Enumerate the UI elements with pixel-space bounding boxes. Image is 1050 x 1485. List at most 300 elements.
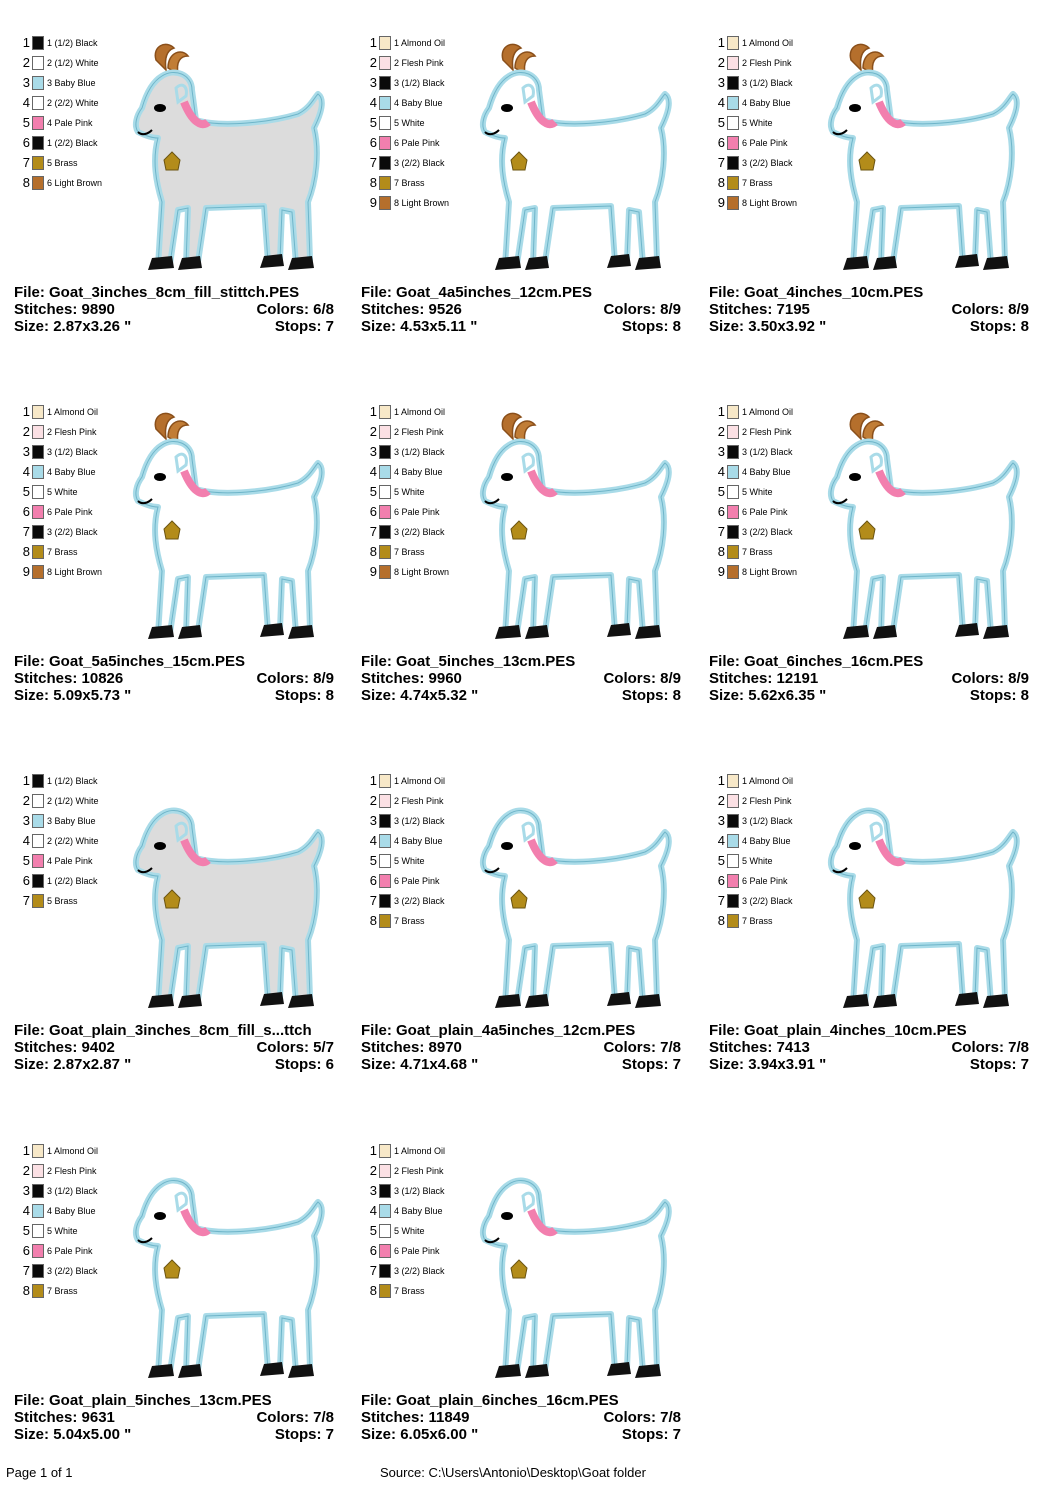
- legend-number: 3: [22, 813, 30, 828]
- legend-number: 9: [22, 564, 30, 579]
- legend-number: 8: [369, 913, 377, 928]
- size-row: [361, 1056, 681, 1073]
- thread-name: 2 Flesh Pink: [394, 58, 444, 68]
- thread-name: 7 Brass: [394, 916, 425, 926]
- legend-number: 8: [717, 175, 725, 190]
- thread-name: 7 Brass: [742, 547, 773, 557]
- thread-swatch: [32, 156, 44, 170]
- stitches-value: 9960: [428, 670, 462, 687]
- thread-swatch: [727, 96, 739, 110]
- thread-name: 6 Pale Pink: [394, 507, 440, 517]
- goat-design-preview: [817, 411, 1031, 645]
- thread-name: 3 (2/2) Black: [394, 158, 445, 168]
- stitches-row: [361, 301, 681, 318]
- file-name: Goat_plain_5inches_13cm.PES: [49, 1392, 272, 1409]
- file-label: File:: [709, 1022, 740, 1039]
- legend-number: 1: [369, 404, 377, 419]
- stops-value: 7: [1020, 1056, 1029, 1073]
- color-legend: [713, 34, 833, 214]
- legend-number: 6: [717, 873, 725, 888]
- file-name: Goat_5a5inches_15cm.PES: [49, 653, 245, 670]
- stitches-row: [709, 1039, 1029, 1056]
- thread-name: 3 (2/2) Black: [47, 527, 98, 537]
- legend-item: [18, 174, 138, 194]
- legend-item: [18, 1162, 138, 1182]
- size-value: 4.71x4.68 ": [400, 1056, 479, 1073]
- size-label: Size:: [14, 1426, 50, 1443]
- stitches-value: 9631: [81, 1409, 115, 1426]
- thread-swatch: [32, 565, 44, 579]
- eye-icon: [154, 842, 166, 850]
- legend-item: [365, 1142, 485, 1162]
- thread-swatch: [32, 1144, 44, 1158]
- stops-info: [970, 1056, 1029, 1073]
- legend-number: 5: [22, 484, 30, 499]
- thread-swatch: [379, 505, 391, 519]
- legend-number: 2: [717, 55, 725, 70]
- thread-swatch: [379, 36, 391, 50]
- legend-number: 1: [369, 1143, 377, 1158]
- thread-swatch: [379, 136, 391, 150]
- colors-label: Colors:: [603, 1409, 656, 1426]
- legend-number: 3: [22, 1183, 30, 1198]
- goat-body-icon: [136, 810, 322, 1004]
- thread-swatch: [379, 814, 391, 828]
- color-legend: [713, 772, 833, 932]
- size-row: [14, 318, 334, 335]
- thread-name: 6 Pale Pink: [742, 138, 788, 148]
- color-legend: [365, 403, 485, 583]
- stitches-value: 8970: [428, 1039, 462, 1056]
- legend-item: [365, 423, 485, 443]
- legend-item: [713, 543, 833, 563]
- stitches-row: [14, 670, 334, 687]
- legend-item: [713, 872, 833, 892]
- colors-value: 7/8: [660, 1039, 681, 1056]
- legend-number: 6: [717, 135, 725, 150]
- design-card: [361, 22, 691, 352]
- thread-swatch: [379, 445, 391, 459]
- goat-design-preview: [122, 1150, 336, 1384]
- thread-name: 4 Baby Blue: [742, 467, 791, 477]
- thread-swatch: [379, 1204, 391, 1218]
- legend-item: [365, 483, 485, 503]
- goat-design-preview: [122, 42, 336, 276]
- thread-swatch: [727, 465, 739, 479]
- legend-number: 6: [22, 873, 30, 888]
- legend-item: [18, 1262, 138, 1282]
- thread-name: 1 (1/2) Black: [47, 776, 98, 786]
- legend-number: 1: [369, 773, 377, 788]
- size-value: 5.04x5.00 ": [53, 1426, 132, 1443]
- stitches-value: 9890: [81, 301, 115, 318]
- legend-item: [713, 34, 833, 54]
- thread-name: 6 Pale Pink: [394, 138, 440, 148]
- legend-number: 6: [369, 873, 377, 888]
- file-row: [14, 1392, 334, 1409]
- thread-swatch: [32, 76, 44, 90]
- legend-number: 7: [22, 524, 30, 539]
- legend-item: [713, 94, 833, 114]
- design-info: [14, 1392, 334, 1443]
- goat-design-preview: [469, 780, 683, 1014]
- thread-name: 3 (2/2) Black: [742, 527, 793, 537]
- thread-swatch: [379, 116, 391, 130]
- design-info: [361, 653, 681, 704]
- stitches-label: Stitches:: [14, 1409, 78, 1426]
- thread-name: 1 Almond Oil: [742, 38, 794, 48]
- file-label: File:: [361, 284, 392, 301]
- legend-number: 3: [22, 75, 30, 90]
- thread-name: 2 (2/2) White: [47, 98, 99, 108]
- thread-swatch: [379, 834, 391, 848]
- stops-value: 6: [325, 1056, 334, 1073]
- file-name: Goat_5inches_13cm.PES: [396, 653, 576, 670]
- color-legend: [18, 1142, 138, 1302]
- stops-label: Stops:: [621, 1056, 669, 1073]
- legend-number: 9: [369, 195, 377, 210]
- size-label: Size:: [14, 687, 50, 704]
- thread-name: 5 White: [394, 856, 425, 866]
- thread-swatch: [727, 485, 739, 499]
- file-name: Goat_plain_3inches_8cm_fill_s...ttch: [49, 1022, 312, 1039]
- thread-swatch: [32, 485, 44, 499]
- legend-item: [713, 443, 833, 463]
- thread-swatch: [727, 794, 739, 808]
- legend-number: 7: [22, 893, 30, 908]
- color-legend: [18, 772, 138, 912]
- stitches-row: [14, 1409, 334, 1426]
- thread-swatch: [727, 854, 739, 868]
- thread-swatch: [32, 1184, 44, 1198]
- file-label: File:: [709, 653, 740, 670]
- legend-number: 5: [717, 115, 725, 130]
- thread-swatch: [379, 76, 391, 90]
- legend-item: [365, 1242, 485, 1262]
- size-label: Size:: [14, 318, 50, 335]
- colors-info: [603, 1039, 681, 1056]
- colors-info: [256, 301, 334, 318]
- legend-item: [713, 134, 833, 154]
- stitches-row: [361, 670, 681, 687]
- stops-label: Stops:: [969, 687, 1017, 704]
- size-label: Size:: [709, 687, 745, 704]
- legend-number: 7: [717, 155, 725, 170]
- stitches-label: Stitches:: [14, 1039, 78, 1056]
- legend-item: [365, 832, 485, 852]
- size-value: 2.87x3.26 ": [53, 318, 132, 335]
- colors-info: [256, 670, 334, 687]
- stitches-row: [14, 301, 334, 318]
- goat-body-icon: [136, 72, 322, 266]
- legend-item: [365, 194, 485, 214]
- legend-number: 1: [717, 35, 725, 50]
- thread-name: 6 Pale Pink: [742, 876, 788, 886]
- thread-name: 7 Brass: [742, 178, 773, 188]
- legend-item: [18, 1222, 138, 1242]
- eye-icon: [849, 104, 861, 112]
- thread-name: 1 (2/2) Black: [47, 876, 98, 886]
- thread-swatch: [727, 36, 739, 50]
- thread-swatch: [379, 1244, 391, 1258]
- thread-swatch: [379, 545, 391, 559]
- legend-number: 1: [22, 773, 30, 788]
- stitches-label: Stitches:: [361, 1039, 425, 1056]
- thread-name: 3 Baby Blue: [47, 816, 96, 826]
- design-card: [361, 1130, 691, 1460]
- stops-value: 7: [672, 1426, 681, 1443]
- stops-info: [275, 1056, 334, 1073]
- legend-item: [365, 443, 485, 463]
- goat-body-icon: [136, 1180, 322, 1374]
- eye-icon: [849, 842, 861, 850]
- thread-swatch: [32, 116, 44, 130]
- design-info: [361, 1392, 681, 1443]
- size-label: Size:: [361, 1426, 397, 1443]
- legend-number: 1: [22, 35, 30, 50]
- stitches-row: [709, 301, 1029, 318]
- thread-swatch: [32, 36, 44, 50]
- legend-item: [18, 74, 138, 94]
- thread-name: 3 (1/2) Black: [394, 816, 445, 826]
- legend-number: 5: [369, 115, 377, 130]
- legend-item: [365, 114, 485, 134]
- file-name: Goat_plain_4a5inches_12cm.PES: [396, 1022, 636, 1039]
- thread-name: 1 Almond Oil: [47, 1146, 99, 1156]
- colors-label: Colors:: [256, 301, 309, 318]
- thread-name: 1 Almond Oil: [394, 38, 446, 48]
- thread-name: 2 Flesh Pink: [47, 427, 97, 437]
- thread-swatch: [727, 136, 739, 150]
- size-row: [361, 318, 681, 335]
- thread-swatch: [379, 405, 391, 419]
- legend-number: 4: [22, 464, 30, 479]
- thread-swatch: [379, 485, 391, 499]
- legend-number: 3: [369, 75, 377, 90]
- design-card: [14, 760, 344, 1090]
- thread-swatch: [32, 1224, 44, 1238]
- thread-name: 2 Flesh Pink: [47, 1166, 97, 1176]
- goat-design-preview: [469, 42, 683, 276]
- legend-item: [18, 423, 138, 443]
- stops-info: [622, 1056, 681, 1073]
- thread-swatch: [379, 156, 391, 170]
- color-legend: [18, 403, 138, 583]
- file-row: [361, 1392, 681, 1409]
- size-row: [361, 687, 681, 704]
- colors-label: Colors:: [256, 1039, 309, 1056]
- thread-swatch: [32, 874, 44, 888]
- stitches-row: [14, 1039, 334, 1056]
- stops-value: 8: [1020, 318, 1029, 335]
- legend-item: [18, 892, 138, 912]
- eye-icon: [501, 842, 513, 850]
- legend-item: [365, 34, 485, 54]
- colors-value: 8/9: [1008, 670, 1029, 687]
- legend-number: 4: [717, 464, 725, 479]
- file-label: File:: [14, 653, 45, 670]
- thread-swatch: [379, 1164, 391, 1178]
- color-legend: [18, 34, 138, 194]
- legend-number: 1: [369, 35, 377, 50]
- eye-icon: [154, 104, 166, 112]
- legend-number: 7: [22, 155, 30, 170]
- file-name: Goat_plain_4inches_10cm.PES: [744, 1022, 967, 1039]
- goat-design-preview: [122, 411, 336, 645]
- file-name: Goat_4a5inches_12cm.PES: [396, 284, 592, 301]
- size-label: Size:: [361, 687, 397, 704]
- stops-value: 8: [672, 318, 681, 335]
- thread-swatch: [379, 565, 391, 579]
- legend-number: 4: [22, 833, 30, 848]
- thread-name: 5 White: [394, 1226, 425, 1236]
- goat-design-preview: [469, 411, 683, 645]
- size-label: Size:: [361, 1056, 397, 1073]
- page-indicator: Page 1 of 1: [6, 1465, 73, 1480]
- colors-info: [603, 301, 681, 318]
- thread-name: 2 Flesh Pink: [394, 796, 444, 806]
- colors-label: Colors:: [603, 670, 656, 687]
- size-label: Size:: [709, 1056, 745, 1073]
- stops-label: Stops:: [621, 318, 669, 335]
- thread-name: 1 Almond Oil: [47, 407, 99, 417]
- thread-name: 1 Almond Oil: [394, 407, 446, 417]
- legend-number: 3: [369, 1183, 377, 1198]
- thread-name: 2 Flesh Pink: [742, 796, 792, 806]
- legend-item: [713, 154, 833, 174]
- legend-number: 5: [717, 484, 725, 499]
- legend-number: 8: [22, 544, 30, 559]
- thread-swatch: [727, 116, 739, 130]
- thread-swatch: [379, 176, 391, 190]
- legend-number: 5: [369, 853, 377, 868]
- thread-name: 2 Flesh Pink: [394, 427, 444, 437]
- legend-item: [18, 1182, 138, 1202]
- size-value: 5.62x6.35 ": [748, 687, 827, 704]
- stitches-label: Stitches:: [709, 301, 773, 318]
- thread-name: 5 Brass: [47, 158, 78, 168]
- legend-item: [713, 832, 833, 852]
- size-row: [14, 687, 334, 704]
- legend-item: [365, 134, 485, 154]
- eye-icon: [849, 473, 861, 481]
- legend-item: [18, 483, 138, 503]
- thread-name: 2 Flesh Pink: [394, 1166, 444, 1176]
- legend-number: 3: [369, 444, 377, 459]
- legend-number: 7: [22, 1263, 30, 1278]
- stops-label: Stops:: [621, 1426, 669, 1443]
- legend-number: 6: [717, 504, 725, 519]
- thread-swatch: [379, 1184, 391, 1198]
- legend-number: 1: [22, 1143, 30, 1158]
- goat-body-icon: [831, 810, 1017, 1004]
- color-legend: [713, 403, 833, 583]
- legend-item: [365, 94, 485, 114]
- colors-value: 7/8: [660, 1409, 681, 1426]
- legend-number: 3: [717, 75, 725, 90]
- legend-number: 7: [369, 1263, 377, 1278]
- legend-number: 7: [717, 893, 725, 908]
- thread-name: 4 Baby Blue: [394, 467, 443, 477]
- legend-item: [365, 1222, 485, 1242]
- legend-item: [18, 1282, 138, 1302]
- legend-item: [18, 852, 138, 872]
- stops-label: Stops:: [969, 318, 1017, 335]
- design-info: [14, 284, 334, 335]
- file-name: Goat_plain_6inches_16cm.PES: [396, 1392, 619, 1409]
- goat-design-preview: [817, 42, 1031, 276]
- file-label: File:: [709, 284, 740, 301]
- legend-number: 3: [369, 813, 377, 828]
- legend-number: 4: [369, 95, 377, 110]
- stitches-label: Stitches:: [361, 1409, 425, 1426]
- thread-name: 1 Almond Oil: [394, 1146, 446, 1156]
- size-label: Size:: [361, 318, 397, 335]
- goat-body-icon: [483, 810, 669, 1004]
- design-info: [709, 1022, 1029, 1073]
- thread-name: 3 (1/2) Black: [742, 447, 793, 457]
- thread-swatch: [32, 465, 44, 479]
- source-path: [380, 1465, 646, 1480]
- colors-info: [256, 1409, 334, 1426]
- thread-name: 6 Pale Pink: [742, 507, 788, 517]
- size-value: 3.50x3.92 ": [748, 318, 827, 335]
- stops-info: [275, 318, 334, 335]
- thread-swatch: [32, 854, 44, 868]
- colors-label: Colors:: [256, 670, 309, 687]
- file-row: [14, 1022, 334, 1039]
- size-value: 4.74x5.32 ": [400, 687, 479, 704]
- thread-name: 3 (1/2) Black: [742, 78, 793, 88]
- colors-value: 7/8: [1008, 1039, 1029, 1056]
- thread-name: 5 White: [394, 118, 425, 128]
- legend-number: 2: [22, 55, 30, 70]
- legend-number: 6: [369, 135, 377, 150]
- thread-swatch: [32, 1204, 44, 1218]
- thread-swatch: [379, 525, 391, 539]
- file-row: [14, 284, 334, 301]
- stops-info: [970, 318, 1029, 335]
- legend-number: 2: [369, 424, 377, 439]
- eye-icon: [154, 1212, 166, 1220]
- file-row: [709, 284, 1029, 301]
- thread-name: 7 Brass: [742, 916, 773, 926]
- thread-swatch: [32, 405, 44, 419]
- thread-name: 7 Brass: [394, 1286, 425, 1296]
- thread-name: 4 Baby Blue: [394, 98, 443, 108]
- stitches-label: Stitches:: [14, 301, 78, 318]
- design-card: [709, 760, 1039, 1090]
- legend-item: [18, 543, 138, 563]
- thread-swatch: [727, 176, 739, 190]
- thread-swatch: [32, 1264, 44, 1278]
- thread-name: 4 Baby Blue: [742, 98, 791, 108]
- thread-name: 3 (1/2) Black: [394, 78, 445, 88]
- legend-number: 3: [717, 813, 725, 828]
- legend-item: [18, 94, 138, 114]
- thread-swatch: [32, 1244, 44, 1258]
- legend-number: 7: [717, 524, 725, 539]
- file-row: [361, 284, 681, 301]
- thread-name: 7 Brass: [47, 1286, 78, 1296]
- thread-name: 8 Light Brown: [394, 198, 450, 208]
- thread-swatch: [379, 1224, 391, 1238]
- legend-item: [365, 1282, 485, 1302]
- legend-item: [365, 403, 485, 423]
- thread-name: 3 (2/2) Black: [394, 1266, 445, 1276]
- thread-name: 8 Light Brown: [47, 567, 103, 577]
- thread-name: 3 (2/2) Black: [394, 527, 445, 537]
